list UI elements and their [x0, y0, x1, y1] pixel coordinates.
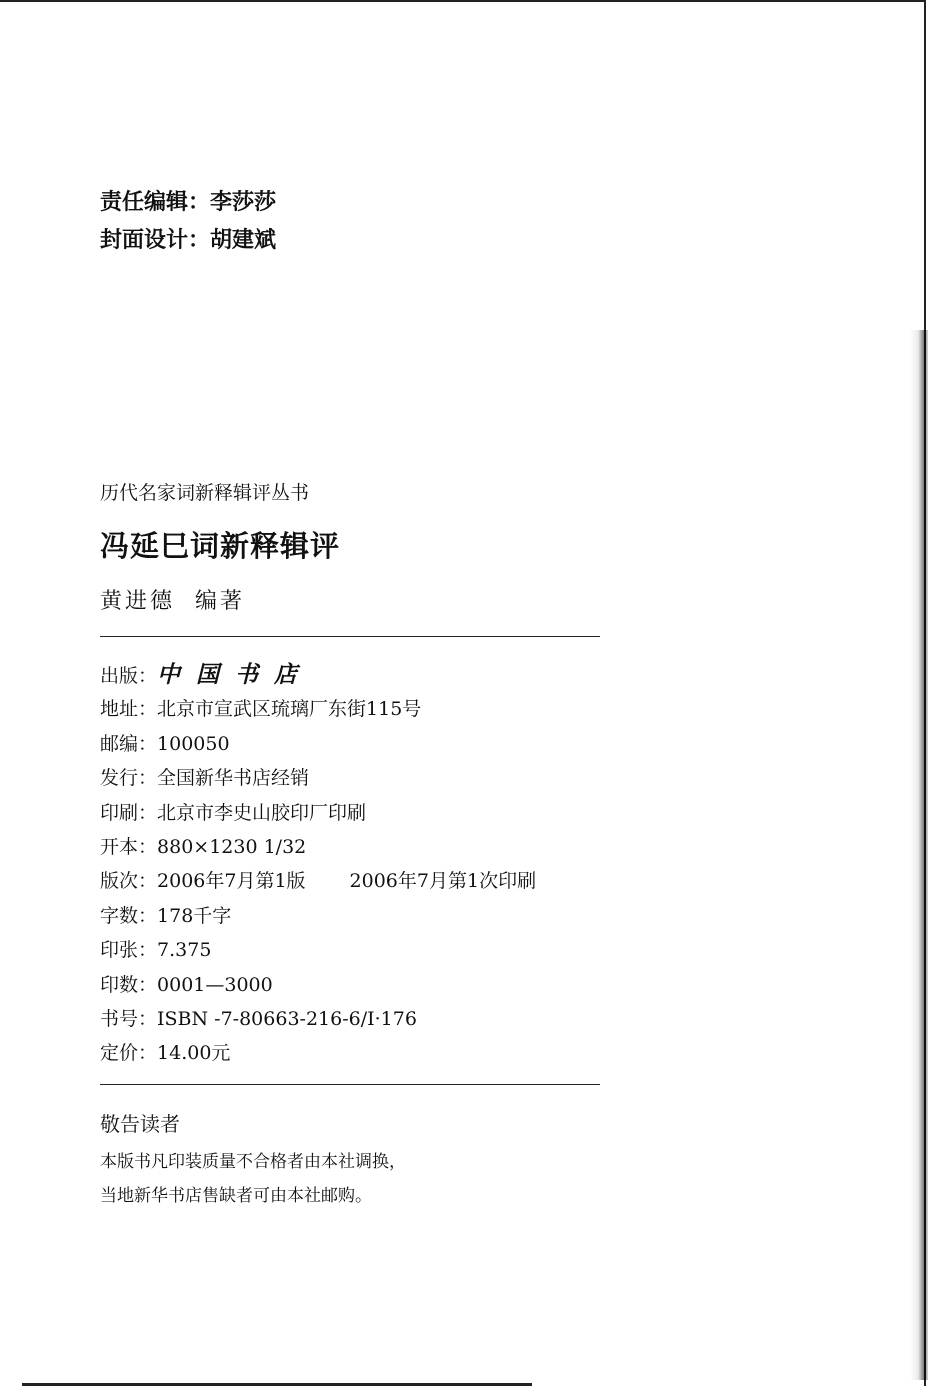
info-row-printing [100, 796, 536, 830]
author-name: 黄进德 [100, 589, 176, 614]
divider-top [100, 636, 600, 637]
notice-line: 当地新华书店售缺者可由本社邮购。 [100, 1186, 372, 1206]
info-label: 版次： [100, 870, 158, 893]
info-value: 178千字 [157, 904, 232, 927]
info-value: 880×1230 1/32 [157, 835, 307, 858]
info-row-edition [100, 864, 536, 898]
info-row-price [100, 1036, 536, 1070]
credit-editor-label: 责任编辑： [100, 190, 211, 215]
info-value: 0001—3000 [157, 973, 273, 996]
info-label: 印张： [100, 939, 158, 962]
info-row-word-count [100, 899, 536, 933]
info-row-print-run [100, 968, 536, 1002]
info-row-address [100, 692, 536, 726]
info-value: 14.00元 [157, 1042, 231, 1065]
info-label: 地址： [100, 698, 158, 721]
info-label: 书号： [100, 1007, 158, 1030]
info-label: 发行： [100, 767, 158, 790]
info-value: 北京市宣武区琉璃厂东街115号 [157, 698, 422, 721]
info-row-sheets [100, 933, 536, 967]
info-row-format [100, 830, 536, 864]
info-row-postcode [100, 727, 536, 761]
credit-cover-value: 胡建斌 [210, 228, 277, 253]
info-label: 出版： [100, 665, 158, 687]
info-row-publisher [100, 658, 536, 692]
divider-bottom [100, 1084, 600, 1085]
reader-notice [100, 1108, 406, 1213]
info-value: 全国新华书店经销 [157, 767, 310, 790]
publisher-logo-text: 中国书店 [157, 661, 314, 688]
info-value: 7.375 [157, 939, 212, 962]
credit-editor-value: 李莎莎 [210, 190, 277, 215]
info-label: 印刷： [100, 801, 158, 824]
info-label: 字数： [100, 904, 158, 927]
credit-cover-design [100, 222, 276, 260]
series-name: 历代名家词新释辑评丛书 [100, 482, 310, 504]
info-value: ISBN -7-80663-216-6/I·176 [157, 1007, 417, 1030]
info-value: 2006年7月第1版 [157, 870, 306, 893]
author-line [100, 584, 245, 615]
info-label: 印数： [100, 973, 158, 996]
credits-block [100, 184, 276, 260]
author-role: 编著 [195, 589, 246, 614]
scan-edge-shadow [910, 330, 928, 1380]
notice-line: 本版书凡印装质量不合格者由本社调换， [100, 1152, 406, 1172]
info-value: 北京市李史山胶印厂印刷 [157, 801, 367, 824]
info-row-distribution [100, 761, 536, 795]
info-value: 100050 [157, 732, 230, 755]
credit-editor [100, 184, 276, 222]
publication-info [100, 658, 536, 1071]
info-label: 开本： [100, 835, 158, 858]
info-row-isbn [100, 1002, 536, 1036]
bottom-scan-line [22, 1383, 532, 1386]
book-title: 冯延巳词新释辑评 [100, 529, 341, 563]
credit-cover-label: 封面设计： [100, 228, 211, 253]
info-label: 邮编： [100, 732, 158, 755]
info-label: 定价： [100, 1042, 158, 1065]
notice-title: 敬告读者 [100, 1112, 180, 1136]
info-value-secondary: 2006年7月第1次印刷 [349, 870, 537, 893]
